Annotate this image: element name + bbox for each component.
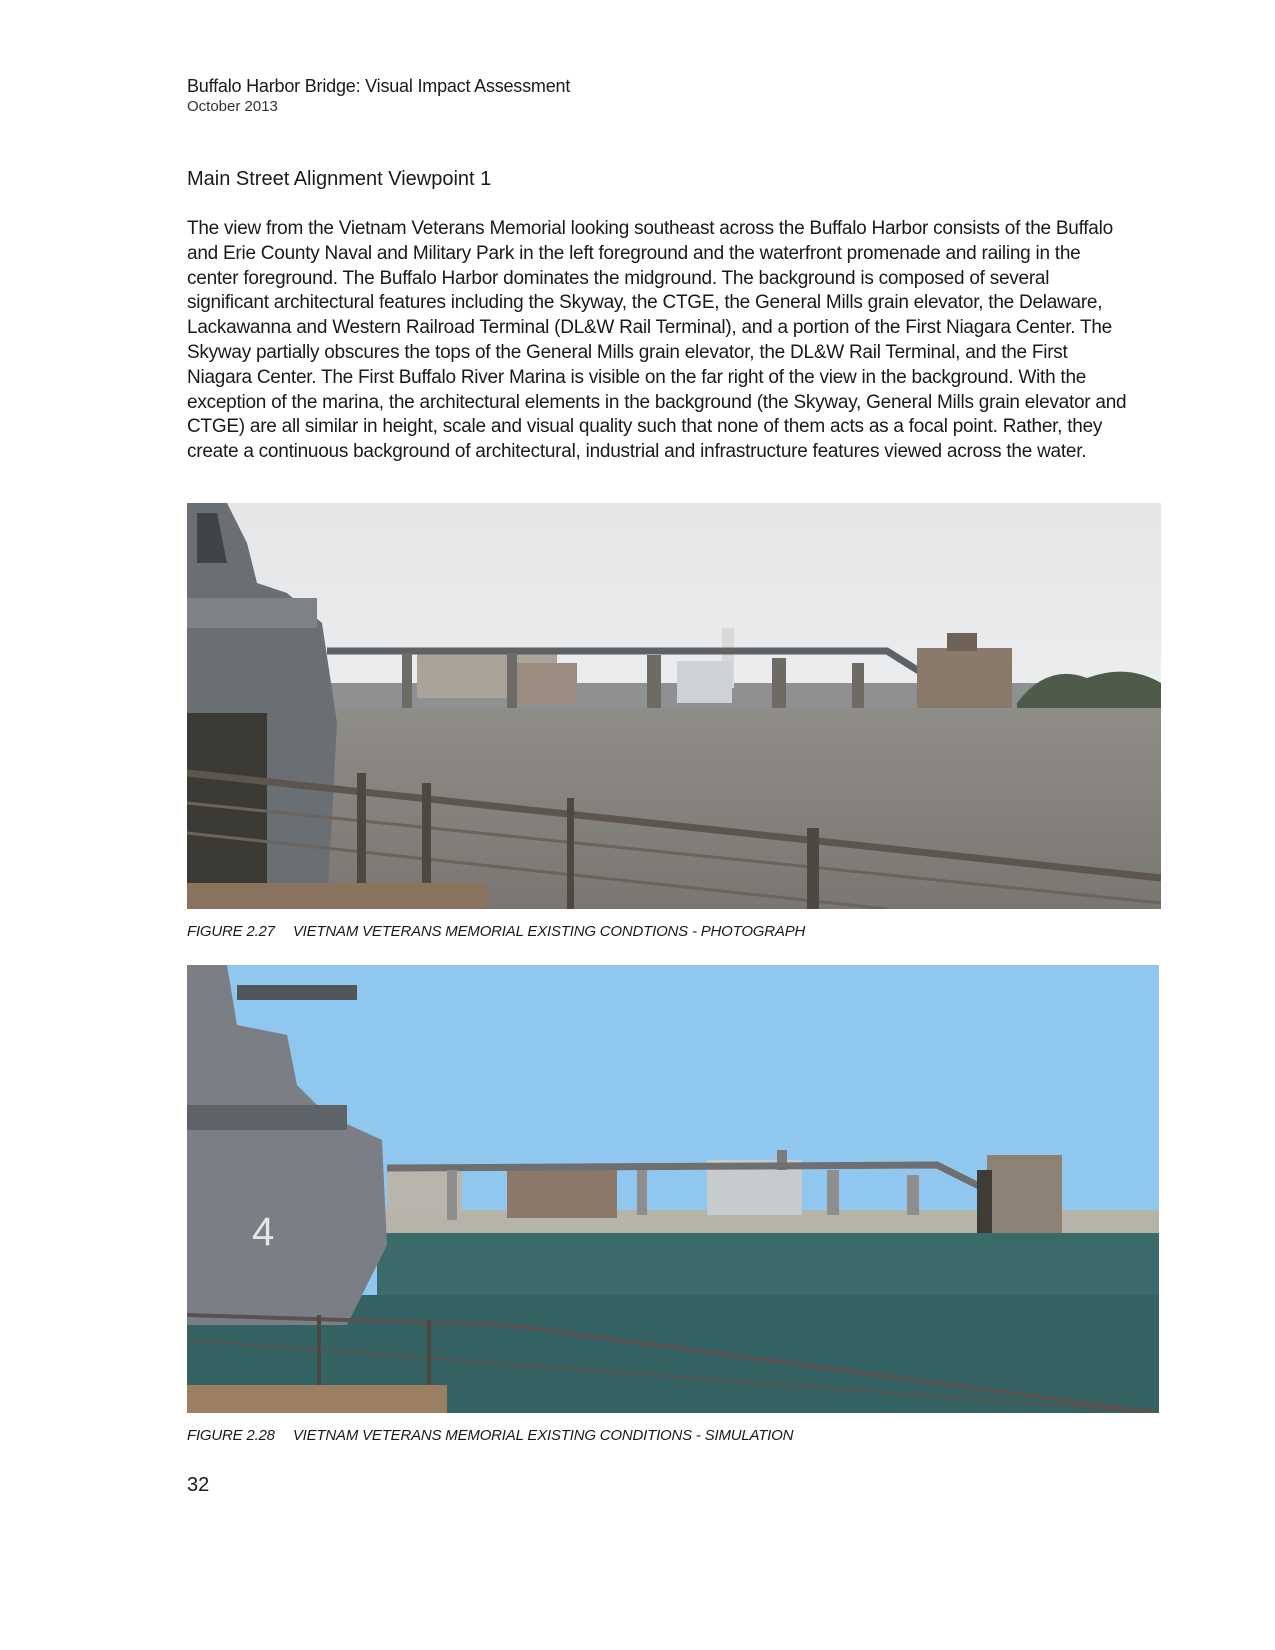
body-paragraph: The view from the Vietnam Veterans Memorial looking southeast across the Buffalo Harbor consists of the Buffalo and Erie County Naval and Military Park in the left foreground and the waterfront promenade and railing in the center foreground. The Buffalo Harbor dominates the midground. The background is composed of several significant architectural features including the Skyway, the CTGE, the General Mills grain elevator, the Delaware, Lackawanna and Western Railroad Terminal (DL&W Rail Terminal), and a portion of the First Niagara Center. The Skyway partially obscures the tops of the General Mills grain elevator, the DL&W Rail Terminal, and the First Niagara Center. The First Buffalo River Marina is visible on the far right of the view in the background. With the exception of the marina, the architectural elements in the background (the Skyway, General Mills grain elevator and CTGE) are all similar in height, scale and visual quality such that none of them acts as a focal point. Rather, they create a continuous background of architectural, industrial and infrastructure features viewed across the water.	[187, 218, 1127, 463]
page-header-date: October 2013	[187, 98, 278, 115]
section-heading: Main Street Alignment Viewpoint 1	[187, 168, 492, 190]
harbor-photograph	[187, 503, 1161, 909]
figure-caption	[187, 1427, 793, 1444]
figure-caption	[187, 923, 805, 940]
figure-number: FIGURE 2.28	[187, 1427, 275, 1444]
page-header-title: Buffalo Harbor Bridge: Visual Impact Assessment	[187, 76, 571, 96]
figure-caption-text: VIETNAM VETERANS MEMORIAL EXISTING CONDTIONS - PHOTOGRAPH	[292, 923, 806, 940]
figure-caption-text: VIETNAM VETERANS MEMORIAL EXISTING CONDITIONS - SIMULATION	[292, 1427, 794, 1444]
harbor-simulation	[187, 965, 1159, 1413]
page-number: 32	[187, 1474, 210, 1496]
svg-text:4: 4	[252, 1210, 275, 1254]
figure-number: FIGURE 2.27	[187, 923, 275, 940]
